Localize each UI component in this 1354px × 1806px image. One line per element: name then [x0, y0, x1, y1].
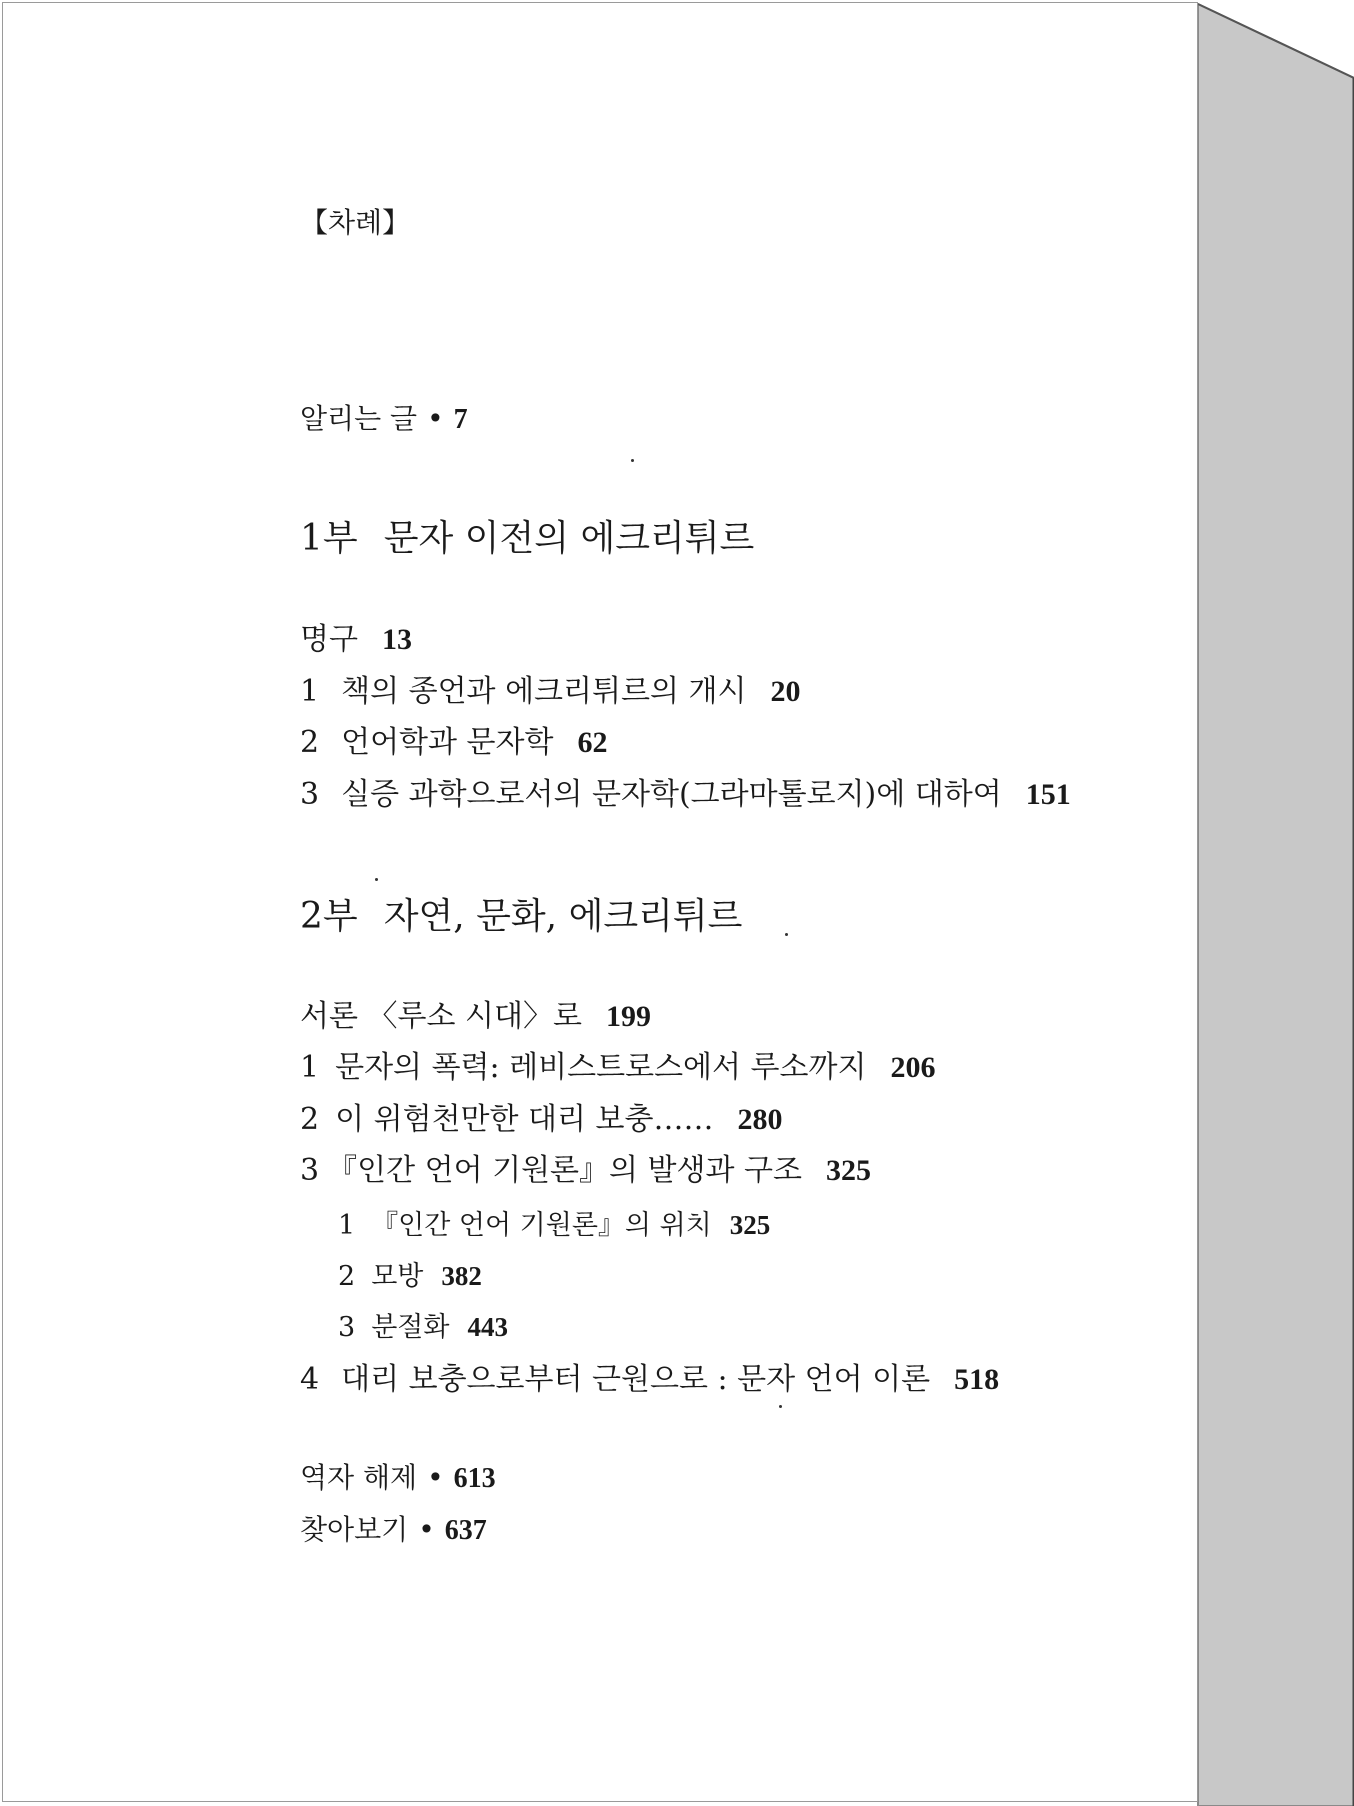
entry-number: 3 [300, 1153, 320, 1188]
part-heading-1[interactable] [300, 518, 755, 559]
entry-title: 서론 〈루소 시대〉로 [300, 999, 582, 1034]
entry-page: 206 [890, 1051, 936, 1084]
toc-entry[interactable] [300, 725, 608, 760]
scan-speck [785, 933, 788, 936]
entry-title: 『인간 언어 기원론』의 위치 [371, 1210, 712, 1241]
entry-number: 1 [300, 1050, 320, 1085]
entry-number: 2 [300, 1102, 320, 1137]
entry-page: 199 [605, 1000, 651, 1033]
entry-title: 실증 과학으로서의 문자학(그라마톨로지)에 대하여 [341, 777, 1002, 812]
entry-number: 2 [300, 725, 320, 760]
toc-sub-entry[interactable] [338, 1212, 770, 1239]
entry-number: 3 [300, 777, 320, 812]
toc-header: 【차례】 [300, 206, 411, 239]
entry-title: 책의 종언과 에크리튀르의 개시 [341, 674, 747, 709]
toc-entry-preface[interactable] [300, 402, 468, 435]
entry-page: 637 [444, 1515, 487, 1546]
entry-title: 알리는 글 [300, 402, 418, 435]
toc-page [2, 2, 1198, 1802]
entry-page: 151 [1025, 778, 1071, 811]
part-title: 자연, 문화, 에크리튀르 [383, 896, 743, 937]
entry-page: 325 [729, 1210, 771, 1240]
bullet-icon: • [427, 402, 444, 435]
entry-title: 언어학과 문자학 [341, 725, 554, 760]
entry-title: 찾아보기 [300, 1513, 409, 1546]
entry-number: 2 [338, 1261, 356, 1292]
toc-entry[interactable] [300, 777, 1071, 812]
entry-title: 『인간 언어 기원론』의 발생과 구조 [327, 1153, 802, 1188]
toc-entry[interactable] [300, 1153, 871, 1188]
toc-entry[interactable] [300, 1362, 1000, 1397]
entry-title: 문자의 폭력: 레비스트로스에서 루소까지 [335, 1050, 867, 1085]
entry-page: 518 [954, 1363, 1000, 1396]
toc-entry[interactable] [300, 622, 412, 657]
entry-page: 280 [737, 1103, 783, 1136]
bullet-icon: • [427, 1461, 444, 1494]
scan-speck [375, 878, 378, 881]
toc-entry[interactable] [300, 1050, 936, 1085]
part-heading-2[interactable] [300, 896, 743, 937]
entry-page: 382 [441, 1261, 482, 1291]
entry-number: 4 [300, 1362, 320, 1397]
part-number: 1부 [300, 518, 358, 559]
bullet-icon: • [418, 1513, 435, 1546]
toc-sub-entry[interactable] [338, 1314, 508, 1341]
entry-page: 13 [381, 623, 412, 656]
entry-page: 613 [453, 1463, 496, 1494]
entry-title: 대리 보충으로부터 근원으로 : 문자 언어 이론 [341, 1362, 931, 1397]
part-title: 문자 이전의 에크리튀르 [383, 518, 755, 559]
entry-number: 1 [338, 1210, 356, 1241]
part-number: 2부 [300, 896, 358, 937]
toc-entry[interactable] [300, 1102, 783, 1137]
entry-page: 325 [825, 1154, 871, 1187]
entry-page: 62 [577, 726, 608, 759]
toc-entry[interactable] [300, 674, 801, 709]
entry-title: 이 위험천만한 대리 보충…… [335, 1102, 714, 1137]
toc-entry-back-matter[interactable] [300, 1513, 487, 1546]
entry-page: 20 [770, 675, 801, 708]
entry-title: 분절화 [371, 1312, 450, 1343]
toc-entry[interactable] [300, 999, 651, 1034]
entry-title: 역자 해제 [300, 1461, 418, 1494]
toc-entry-back-matter[interactable] [300, 1461, 496, 1494]
entry-page: 443 [467, 1312, 508, 1342]
scan-speck [631, 459, 634, 462]
entry-number: 1 [300, 674, 320, 709]
entry-page: 7 [453, 404, 468, 435]
entry-number: 3 [338, 1312, 356, 1343]
toc-sub-entry[interactable] [338, 1263, 482, 1290]
entry-title: 명구 [300, 622, 358, 657]
entry-title: 모방 [371, 1261, 424, 1292]
scan-speck [779, 1405, 782, 1408]
